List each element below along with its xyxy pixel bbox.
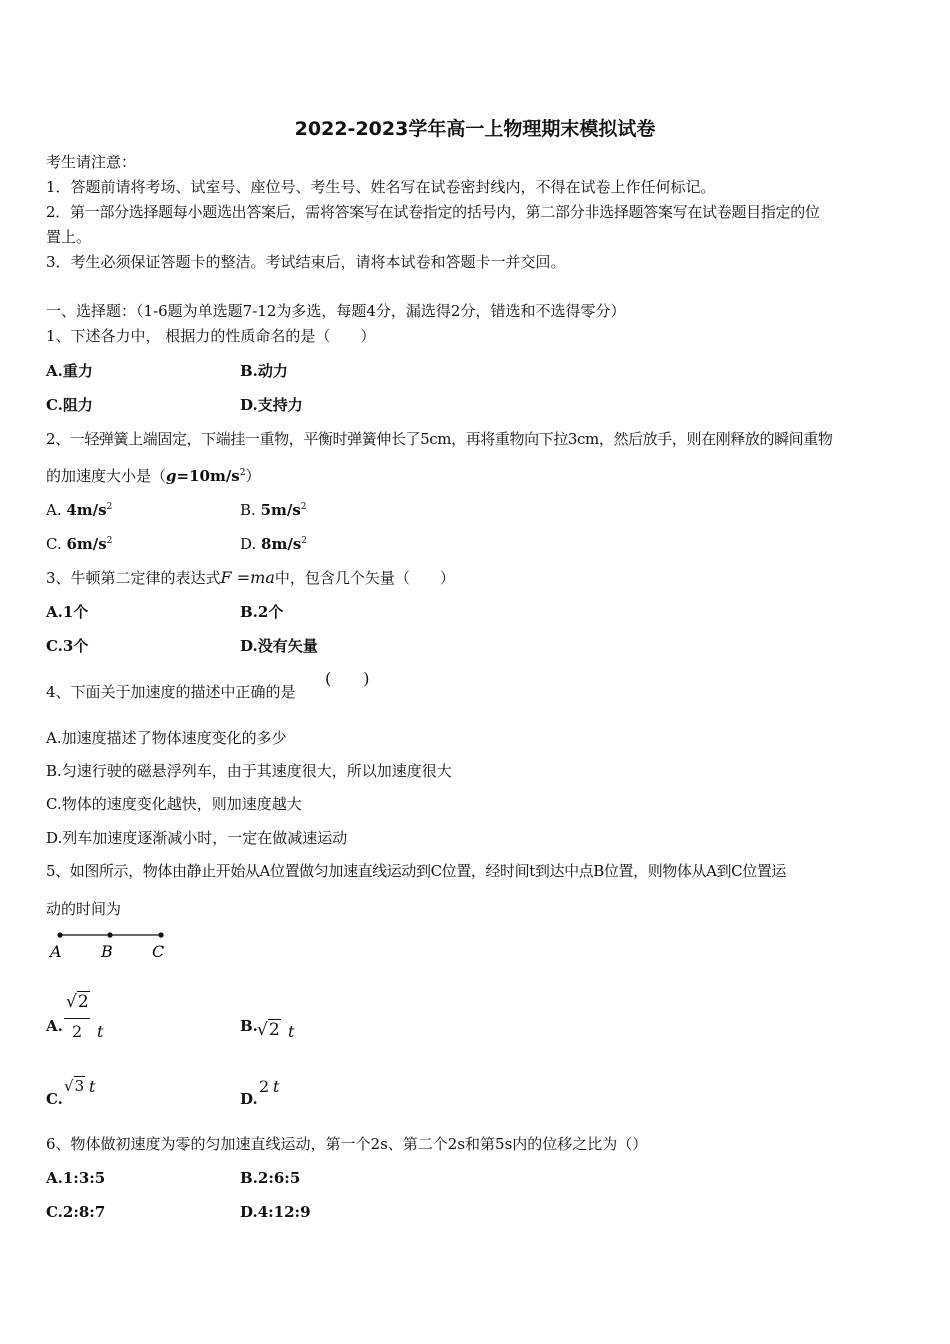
- notice-item-2-line-1: 2．第一部分选择题每小题选出答案后，需将答案写在试卷指定的括号内，第二部分非选择题答案写在试卷题目指定的位: [46, 203, 820, 221]
- sqrt-icon: √: [66, 992, 77, 1012]
- question-3-option-a[interactable]: A.1个: [46, 603, 89, 621]
- point-b-label: B: [101, 942, 113, 961]
- option-label: B.: [240, 501, 261, 519]
- point-c-label: C: [152, 942, 165, 961]
- question-1-option-c[interactable]: C.阻力: [46, 396, 93, 414]
- notice-item-2-line-2: 置上。: [46, 228, 92, 246]
- exponent: 2: [239, 468, 246, 478]
- question-6-option-d[interactable]: D.4:12:9: [240, 1203, 311, 1221]
- section-heading: 一、选择题：（1-6题为单选题7-12为多选，每题4分，漏选得2分，错选和不选得零分）: [46, 302, 626, 320]
- option-label: D.: [240, 535, 262, 553]
- point-a-dot: [57, 932, 62, 937]
- sqrt-icon: √: [64, 1077, 74, 1095]
- radicand: 3: [74, 1077, 85, 1095]
- sqrt-expression: [64, 1076, 85, 1096]
- notice-heading: 考生请注意：: [46, 153, 137, 171]
- question-2-stem-close: ）: [245, 467, 261, 485]
- fraction-bar: [64, 1018, 90, 1019]
- question-3-option-b[interactable]: B.2个: [240, 603, 284, 621]
- question-3-option-c[interactable]: C.3个: [46, 637, 89, 655]
- option-label: A.: [46, 1017, 63, 1035]
- exponent: 2: [300, 502, 307, 512]
- question-1-stem: 1、下述各力中， 根据力的性质命名的是（ ）: [46, 327, 376, 345]
- point-a-label: A: [50, 942, 62, 961]
- question-5-stem-line-2: 动的时间为: [46, 900, 122, 918]
- question-3-stem-text: 3、牛顿第二定律的表达式: [46, 569, 221, 587]
- question-4-option-d[interactable]: D.列车加速度逐渐减小时，一定在做减速运动: [46, 829, 348, 847]
- exponent: 2: [106, 536, 113, 546]
- question-6-option-c[interactable]: C.2:8:7: [46, 1203, 106, 1221]
- gravity-value: =10m/s: [176, 467, 240, 485]
- question-1-option-b[interactable]: B.动力: [240, 362, 288, 380]
- question-3-stem: [46, 568, 455, 588]
- option-value: 8m/s: [261, 535, 302, 553]
- option-label: B.: [240, 1017, 258, 1035]
- radicand: 2: [77, 992, 89, 1012]
- coefficient: 2: [259, 1077, 270, 1096]
- option-label: C.: [46, 1090, 63, 1108]
- question-2-stem-text: 的加速度大小是（: [46, 467, 167, 485]
- question-2-stem-line-2: [46, 466, 261, 486]
- question-6-stem: 6、物体做初速度为零的匀加速直线运动，第一个2s、第二个2s和第5s内的位移之比为（）: [46, 1135, 648, 1153]
- point-c-dot: [158, 932, 163, 937]
- option-value: 4m/s: [66, 501, 107, 519]
- exponent: 2: [301, 536, 307, 546]
- question-2-option-c[interactable]: [46, 534, 112, 554]
- option-label: A.: [46, 501, 67, 519]
- question-4-option-b[interactable]: B.匀速行驶的磁悬浮列车，由于其速度很大，所以加速度很大: [46, 762, 452, 780]
- notice-item-3: 3．考生必须保证答题卡的整洁。考试结束后，请将本试卷和答题卡一并交回。: [46, 253, 566, 271]
- question-3-stem-tail: 中，包含几个矢量（ ）: [274, 569, 455, 587]
- question-1-option-a[interactable]: A.重力: [46, 362, 93, 380]
- question-6-option-a[interactable]: A.1:3:5: [46, 1169, 106, 1187]
- sqrt-expression: [66, 992, 90, 1012]
- question-2-option-a[interactable]: [46, 500, 112, 520]
- denominator: 2: [72, 1022, 83, 1041]
- time-symbol: t: [97, 1022, 104, 1041]
- question-3-option-d[interactable]: D.没有矢量: [240, 637, 318, 655]
- question-2-option-b[interactable]: [240, 500, 307, 520]
- question-4-stem: 4、下面关于加速度的描述中正确的是: [46, 683, 296, 701]
- question-2-stem-line-1: 2、一轻弹簧上端固定，下端挂一重物，平衡时弹簧伸长了5cm，再将重物向下拉3cm，然后放手，则在刚释放的瞬间重物: [46, 430, 833, 448]
- question-4-paren: ( ): [325, 669, 370, 688]
- time-symbol: t: [273, 1077, 280, 1096]
- option-label: C.: [46, 535, 67, 553]
- time-symbol: t: [89, 1077, 96, 1096]
- option-label: D.: [240, 1090, 258, 1108]
- radicand: 2: [268, 1020, 280, 1040]
- page-title: 2022-2023学年高一上物理期末模拟试卷: [294, 118, 656, 140]
- sqrt-expression: [257, 1020, 281, 1040]
- abc-line-diagram: [46, 926, 176, 966]
- question-2-option-d[interactable]: [240, 534, 307, 554]
- sqrt-icon: √: [257, 1020, 268, 1040]
- exponent: 2: [106, 502, 113, 512]
- gravity-symbol: g: [166, 467, 177, 485]
- question-1-option-d[interactable]: D.支持力: [240, 396, 303, 414]
- question-5-stem-line-1: 5、如图所示，物体由静止开始从A位置做匀加速直线运动到C位置，经时间t到达中点B位置，则物体从A到C位置运: [46, 862, 787, 880]
- question-4-option-a[interactable]: A.加速度描述了物体速度变化的多少: [46, 729, 287, 747]
- point-b-dot: [107, 932, 112, 937]
- option-value: 5m/s: [260, 501, 301, 519]
- notice-item-1: 1．答题前请将考场、试室号、座位号、考生号、姓名写在试卷密封线内，不得在试卷上作任何标记。: [46, 178, 716, 196]
- time-symbol: t: [288, 1022, 295, 1041]
- option-value: 6m/s: [66, 535, 107, 553]
- question-4-option-c[interactable]: C.物体的速度变化越快，则加速度越大: [46, 795, 302, 813]
- question-6-option-b[interactable]: B.2:6:5: [240, 1169, 301, 1187]
- formula: F =ma: [220, 568, 275, 587]
